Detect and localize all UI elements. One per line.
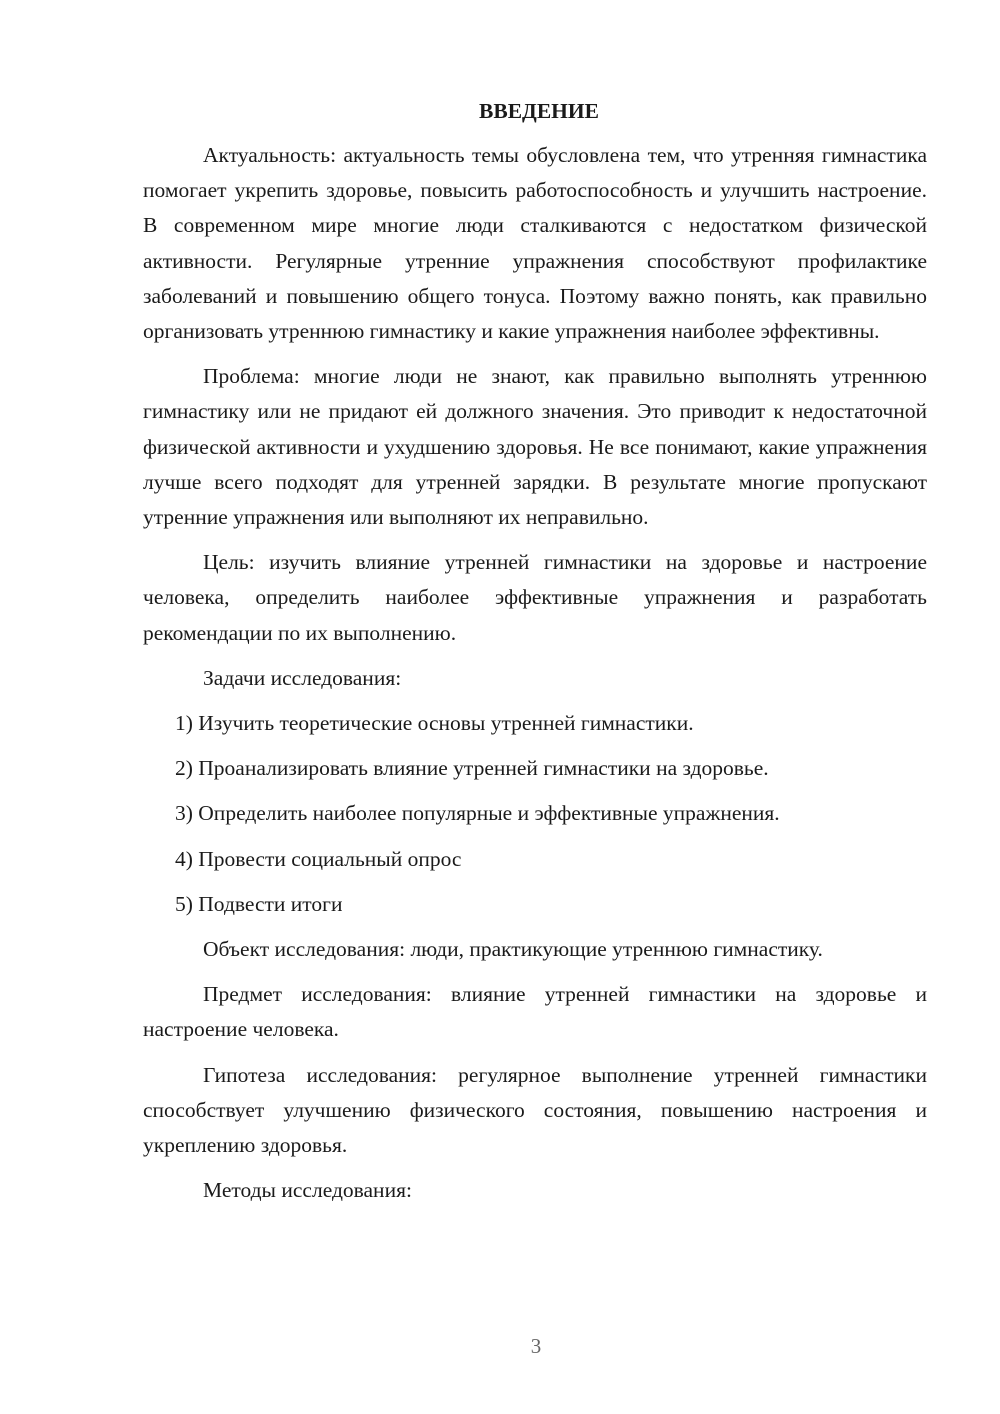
task-item-2: 2) Проанализировать влияние утренней гимнастики на здоровье.: [175, 756, 769, 781]
subject-paragraph: Предмет исследования: влияние утренней гимнастики на здоровье и настроение человека.: [143, 982, 927, 1042]
task-item-1: 1) Изучить теоретические основы утренней гимнастики.: [175, 711, 694, 736]
page-number: 3: [530, 1334, 542, 1358]
hypothesis-paragraph: Гипотеза исследования: регулярное выполнение утренней гимнастики способствует улучшению физического состояния, повышению настроения и укреплению здоровья.: [143, 1062, 927, 1158]
task-item-3: 3) Определить наиболее популярные и эффективные упражнения.: [175, 801, 780, 826]
relevance-paragraph: Актуальность: актуальность темы обусловлена тем, что утренняя гимнастика помогает укрепить здоровье, повысить работоспособность и улучшить настроение. В современном мире многие люди сталкиваются с недостатком физической активности. Регулярные утренние упражнения способствуют профилактике заболеваний и повышению общего тонуса. Поэтому важно понять, как правильно организовать утреннюю гимнастику и какие упражнения наиболее эффективны.: [143, 143, 927, 344]
problem-paragraph: Проблема: многие люди не знают, как правильно выполнять утреннюю гимнастику или не придают ей должного значения. Это приводит к недостаточной физической активности и ухудшению здоровья. Не все понимают, какие упражнения лучше всего подходят для утренней зарядки. В результате многие пропускают утренние упражнения или выполняют их неправильно.: [143, 364, 927, 530]
goal-paragraph: Цель: изучить влияние утренней гимнастики на здоровье и настроение человека, определить наиболее эффективные упражнения и разработать рекомендации по их выполнению.: [143, 550, 927, 645]
methods-title: Методы исследования:: [203, 1178, 412, 1203]
object-paragraph: Объект исследования: люди, практикующие утреннюю гимнастику.: [203, 937, 823, 962]
document-body: [143, 96, 927, 1208]
section-heading: ВВЕДЕНИЕ: [479, 99, 599, 123]
tasks-list: [143, 706, 927, 922]
tasks-title: Задачи исследования:: [203, 665, 402, 690]
task-item-5: 5) Подвести итоги: [175, 891, 343, 916]
task-item-4: 4) Провести социальный опрос: [175, 846, 462, 871]
